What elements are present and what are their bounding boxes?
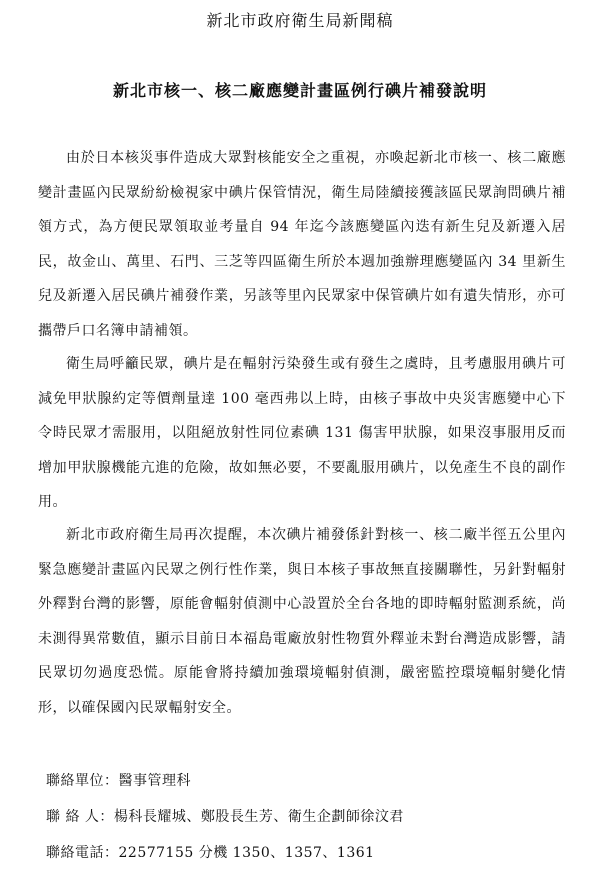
- press-release-header: 新北市政府衛生局新聞稿: [206, 11, 394, 30]
- body-paragraph-3: 新北市政府衛生局再次提醒，本次碘片補發係針對核一、核二廠半徑五公里內緊急應變計畫區內民眾之例行性作業，與日本核子事故無直接關聯性，另針對輻射外釋對台灣的影響，原能會輻射偵測中心設置於全台各地的即時輻射監測系統，尚未測得異常數值，顯示目前日本福島電廠放射性物質外釋並未對台灣造成影響，請民眾切勿過度恐慌。原能會將持續加強環境輻射偵測，嚴密監控環境輻射變化情形，以確保國內民眾輻射安全。: [38, 527, 566, 716]
- body-paragraph-1: 由於日本核災事件造成大眾對核能安全之重視，亦喚起新北市核一、核二廠應變計畫區內民眾紛紛檢視家中碘片保管情況，衛生局陸續接獲該區民眾詢問碘片補領方式，為方便民眾領取並考量自 94 年迄今該應變區內迭有新生兒及新遷入居民，故金山、萬里、石門、三芝等四區衛生所於本週加強辦理應變區內 34 里新生兒及新遷入居民碘片補發作業，另該等里內民眾家中保管碘片如有遺失情形，亦可攜帶戶口名簿申請補領。: [38, 150, 566, 339]
- contact-person: 聯 絡 人：楊科長耀城、鄭股長生芳、衛生企劃師徐汶君: [46, 809, 404, 825]
- contact-unit: 聯絡單位：醫事管理科: [46, 773, 191, 789]
- press-release-title: 新北市核一、核二廠應變計畫區例行碘片補發說明: [112, 81, 487, 100]
- contact-phone: 聯絡電話：22577155 分機 1350、1357、1361: [46, 845, 375, 861]
- contact-info: [46, 763, 404, 871]
- body-paragraph-2: 衛生局呼籲民眾，碘片是在輻射污染發生或有發生之虞時，且考慮服用碘片可減免甲狀腺約定等價劑量達 100 毫西弗以上時，由核子事故中央災害應變中心下令時民眾才需服用，以阻絕放射性同位素碘 131 傷害甲狀腺，如果沒事服用反而增加甲狀腺機能亢進的危險，故如無必要，不要亂服用碘片，以免產生不良的副作用。: [38, 356, 566, 510]
